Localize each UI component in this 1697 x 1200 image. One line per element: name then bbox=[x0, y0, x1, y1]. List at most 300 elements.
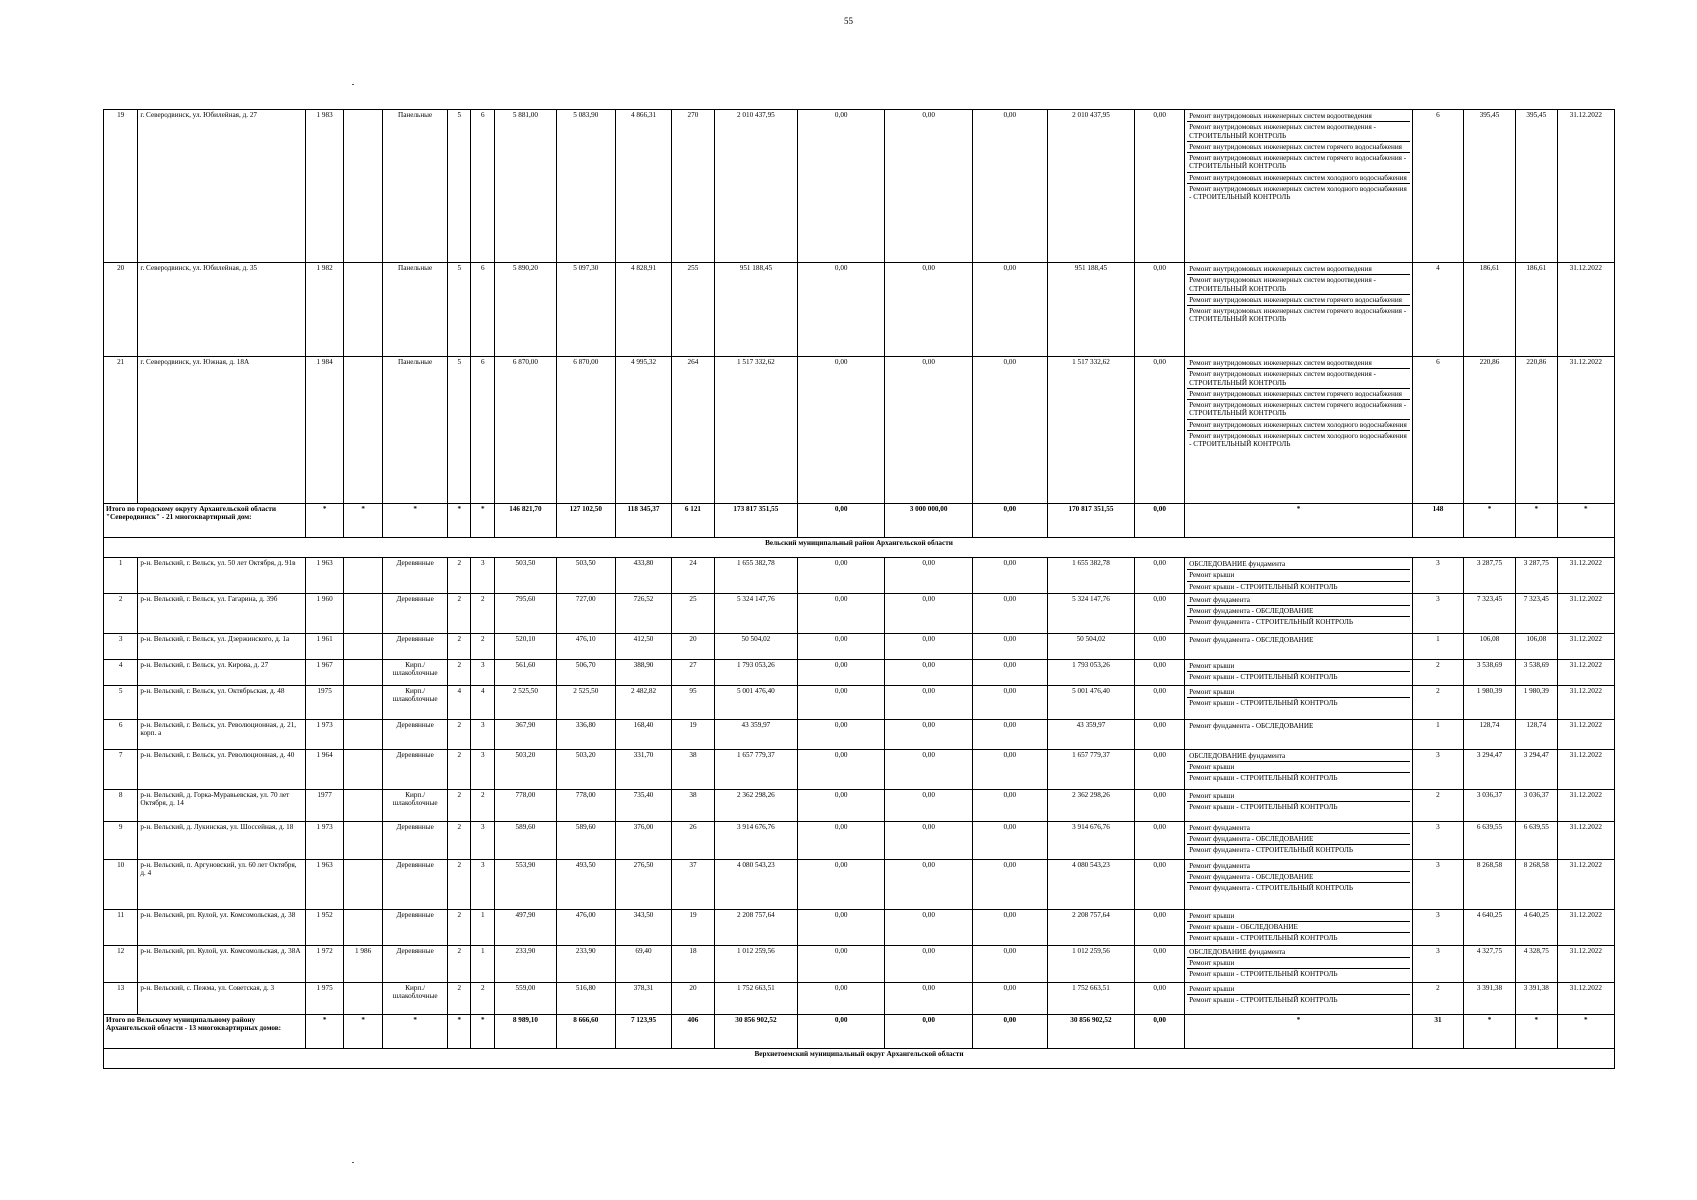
summary-cell: 0,00 bbox=[885, 1014, 972, 1048]
table-row bbox=[104, 945, 1615, 982]
unit-cost-cell: 3 538,69 bbox=[1463, 659, 1515, 685]
unit-cost-cell: 6 639,55 bbox=[1463, 821, 1515, 859]
repair-cost-cell: 5 001 476,40 bbox=[714, 685, 797, 719]
work-item: Ремонт фундамента - ОБСЛЕДОВАНИЕ bbox=[1189, 721, 1314, 730]
work-item: Ремонт внутридомовых инженерных систем горячего водоснабжения bbox=[1187, 142, 1410, 153]
repair-cost-cell: 2 010 437,95 bbox=[714, 110, 797, 263]
residential-area-cell: 4 828,91 bbox=[615, 263, 671, 357]
address-cell: р-н. Вельский, г. Вельск, ул. Революционная, д. 40 bbox=[138, 749, 306, 789]
row-number: 11 bbox=[104, 909, 138, 945]
table-body bbox=[104, 110, 1615, 1069]
summary-cell: 0,00 bbox=[1135, 504, 1185, 538]
unit-cost-cell: 3 391,38 bbox=[1463, 982, 1515, 1014]
section-title: Вельский муниципальный район Архангельской области bbox=[104, 538, 1615, 558]
fund-owners-cell: 2 362 298,26 bbox=[1047, 789, 1134, 821]
total-area-cell: 561,60 bbox=[495, 659, 556, 685]
fund-local-cell: 0,00 bbox=[972, 909, 1047, 945]
residents-cell: 270 bbox=[672, 110, 715, 263]
address-cell: р-н. Вельский, г. Вельск, ул. Революционная, д. 21, корп. а bbox=[138, 719, 306, 749]
residents-cell: 18 bbox=[672, 945, 715, 982]
limit-cost-cell: 3 538,69 bbox=[1516, 659, 1558, 685]
page-number: 55 bbox=[844, 16, 853, 26]
fund-other-cell: 0,00 bbox=[1135, 719, 1185, 749]
address-cell: р-н. Вельский, с. Пежма, ул. Советская, д. 3 bbox=[138, 982, 306, 1014]
fund-local-cell: 0,00 bbox=[972, 110, 1047, 263]
residential-area-cell: 433,80 bbox=[615, 558, 671, 594]
work-item: Ремонт крыши - СТРОИТЕЛЬНЫЙ КОНТРОЛЬ bbox=[1189, 996, 1338, 1005]
fund-local-cell: 0,00 bbox=[972, 982, 1047, 1014]
wall-material-cell: Панельные bbox=[382, 263, 448, 357]
row-number: 21 bbox=[104, 357, 138, 504]
residential-area-cell: 735,40 bbox=[615, 789, 671, 821]
work-item: Ремонт внутридомовых инженерных систем водоотведения bbox=[1187, 111, 1410, 122]
wall-material-cell: Панельные bbox=[382, 110, 448, 263]
fund-local-cell: 0,00 bbox=[972, 749, 1047, 789]
fund-federal-cell: 0,00 bbox=[798, 685, 885, 719]
living-area-cell: 476,00 bbox=[556, 909, 615, 945]
summary-cell: * bbox=[382, 504, 448, 538]
total-area-cell: 5 881,00 bbox=[495, 110, 556, 263]
address-cell: р-н. Вельский, г. Вельск, ул. Кирова, д. 27 bbox=[138, 659, 306, 685]
year-built-cell: 1 972 bbox=[305, 945, 344, 982]
table-row bbox=[104, 821, 1615, 859]
year-built-cell: 1 967 bbox=[305, 659, 344, 685]
table-row bbox=[104, 633, 1615, 659]
fund-regional-cell: 0,00 bbox=[885, 659, 972, 685]
works-count-cell: 3 bbox=[1412, 945, 1463, 982]
row-number: 5 bbox=[104, 685, 138, 719]
repair-cost-cell: 4 080 543,23 bbox=[714, 859, 797, 909]
year-built-cell: 1 952 bbox=[305, 909, 344, 945]
year-built-cell: 1 975 bbox=[305, 982, 344, 1014]
work-item: ОБСЛЕДОВАНИЕ фундамента bbox=[1187, 559, 1410, 570]
summary-cell: 0,00 bbox=[972, 504, 1047, 538]
entrances-cell: 2 bbox=[471, 982, 495, 1014]
unit-cost-cell: 128,74 bbox=[1463, 719, 1515, 749]
work-item: Ремонт крыши - СТРОИТЕЛЬНЫЙ КОНТРОЛЬ bbox=[1189, 673, 1338, 682]
summary-cell: 0,00 bbox=[972, 1014, 1047, 1048]
summary-row bbox=[104, 1014, 1615, 1048]
fund-local-cell: 0,00 bbox=[972, 593, 1047, 633]
entrances-cell: 3 bbox=[471, 659, 495, 685]
year-reconstruction-cell bbox=[344, 110, 383, 263]
work-item: Ремонт фундамента - ОБСЛЕДОВАНИЕ bbox=[1187, 606, 1410, 617]
living-area-cell: 727,00 bbox=[556, 593, 615, 633]
repair-cost-cell: 43 359,97 bbox=[714, 719, 797, 749]
works-count-cell: 6 bbox=[1412, 357, 1463, 504]
work-item: Ремонт фундамента - ОБСЛЕДОВАНИЕ bbox=[1187, 834, 1410, 845]
floors-cell: 2 bbox=[448, 909, 471, 945]
table-row bbox=[104, 749, 1615, 789]
fund-regional-cell: 0,00 bbox=[885, 719, 972, 749]
limit-cost-cell: 128,74 bbox=[1516, 719, 1558, 749]
scan-speck bbox=[352, 84, 354, 85]
summary-cell: 146 821,70 bbox=[495, 504, 556, 538]
wall-material-cell: Кирп./ шлакоблочные bbox=[382, 982, 448, 1014]
works-cell bbox=[1185, 982, 1413, 1014]
works-count-cell: 3 bbox=[1412, 821, 1463, 859]
summary-cell: 3 000 000,00 bbox=[885, 504, 972, 538]
table-row bbox=[104, 789, 1615, 821]
works-cell bbox=[1185, 945, 1413, 982]
row-number: 20 bbox=[104, 263, 138, 357]
fund-local-cell: 0,00 bbox=[972, 685, 1047, 719]
fund-local-cell: 0,00 bbox=[972, 859, 1047, 909]
summary-cell: 148 bbox=[1412, 504, 1463, 538]
fund-other-cell: 0,00 bbox=[1135, 945, 1185, 982]
summary-cell: 173 817 351,55 bbox=[714, 504, 797, 538]
fund-other-cell: 0,00 bbox=[1135, 909, 1185, 945]
wall-material-cell: Деревянные bbox=[382, 821, 448, 859]
floors-cell: 2 bbox=[448, 749, 471, 789]
table-row bbox=[104, 110, 1615, 263]
summary-cell: * bbox=[1557, 1014, 1614, 1048]
entrances-cell: 6 bbox=[471, 357, 495, 504]
work-item: Ремонт крыши bbox=[1187, 791, 1410, 802]
work-item: Ремонт внутридомовых инженерных систем холодного водоснабжения bbox=[1187, 420, 1410, 431]
fund-owners-cell: 951 188,45 bbox=[1047, 263, 1134, 357]
summary-label: Итого по Вельскому муниципальному району Архангельской области - 13 многоквартирных домов: bbox=[104, 1014, 306, 1048]
year-reconstruction-cell: 1 986 bbox=[344, 945, 383, 982]
total-area-cell: 6 870,00 bbox=[495, 357, 556, 504]
table-row bbox=[104, 719, 1615, 749]
fund-regional-cell: 0,00 bbox=[885, 821, 972, 859]
section-header-row bbox=[104, 538, 1615, 558]
floors-cell: 5 bbox=[448, 110, 471, 263]
works-count-cell: 4 bbox=[1412, 263, 1463, 357]
deadline-cell: 31.12.2022 bbox=[1557, 110, 1614, 263]
deadline-cell: 31.12.2022 bbox=[1557, 821, 1614, 859]
total-area-cell: 503,50 bbox=[495, 558, 556, 594]
limit-cost-cell: 186,61 bbox=[1516, 263, 1558, 357]
wall-material-cell: Деревянные bbox=[382, 909, 448, 945]
fund-regional-cell: 0,00 bbox=[885, 859, 972, 909]
year-reconstruction-cell bbox=[344, 719, 383, 749]
work-item: Ремонт фундамента - СТРОИТЕЛЬНЫЙ КОНТРОЛЬ bbox=[1189, 846, 1353, 855]
floors-cell: 5 bbox=[448, 357, 471, 504]
fund-federal-cell: 0,00 bbox=[798, 659, 885, 685]
entrances-cell: 6 bbox=[471, 110, 495, 263]
work-item: Ремонт крыши - ОБСЛЕДОВАНИЕ bbox=[1187, 922, 1410, 933]
work-item: Ремонт внутридомовых инженерных систем холодного водоснабжения - СТРОИТЕЛЬНЫЙ КОНТРОЛЬ bbox=[1189, 431, 1407, 449]
work-item: Ремонт внутридомовых инженерных систем горячего водоснабжения - СТРОИТЕЛЬНЫЙ КОНТРОЛЬ bbox=[1187, 400, 1410, 420]
year-built-cell: 1 983 bbox=[305, 110, 344, 263]
work-item: Ремонт крыши - СТРОИТЕЛЬНЫЙ КОНТРОЛЬ bbox=[1189, 970, 1338, 979]
fund-federal-cell: 0,00 bbox=[798, 945, 885, 982]
fund-federal-cell: 0,00 bbox=[798, 789, 885, 821]
works-count-cell: 2 bbox=[1412, 659, 1463, 685]
work-item: Ремонт внутридомовых инженерных систем холодного водоснабжения - СТРОИТЕЛЬНЫЙ КОНТРОЛЬ bbox=[1189, 184, 1407, 202]
summary-cell: 0,00 bbox=[798, 1014, 885, 1048]
works-cell bbox=[1185, 110, 1413, 263]
works-count-cell: 2 bbox=[1412, 685, 1463, 719]
living-area-cell: 6 870,00 bbox=[556, 357, 615, 504]
residents-cell: 25 bbox=[672, 593, 715, 633]
year-reconstruction-cell bbox=[344, 982, 383, 1014]
works-count-cell: 3 bbox=[1412, 558, 1463, 594]
year-built-cell: 1 964 bbox=[305, 749, 344, 789]
fund-other-cell: 0,00 bbox=[1135, 633, 1185, 659]
floors-cell: 2 bbox=[448, 593, 471, 633]
summary-cell: * bbox=[471, 504, 495, 538]
repair-cost-cell: 1 517 332,62 bbox=[714, 357, 797, 504]
deadline-cell: 31.12.2022 bbox=[1557, 749, 1614, 789]
floors-cell: 4 bbox=[448, 685, 471, 719]
fund-federal-cell: 0,00 bbox=[798, 982, 885, 1014]
works-cell bbox=[1185, 821, 1413, 859]
total-area-cell: 589,60 bbox=[495, 821, 556, 859]
entrances-cell: 4 bbox=[471, 685, 495, 719]
works-cell bbox=[1185, 719, 1413, 749]
residential-area-cell: 412,50 bbox=[615, 633, 671, 659]
work-item: Ремонт крыши - СТРОИТЕЛЬНЫЙ КОНТРОЛЬ bbox=[1189, 699, 1338, 708]
address-cell: г. Северодвинск, ул. Юбилейная, д. 35 bbox=[138, 263, 306, 357]
fund-owners-cell: 50 504,02 bbox=[1047, 633, 1134, 659]
entrances-cell: 2 bbox=[471, 593, 495, 633]
entrances-cell: 6 bbox=[471, 263, 495, 357]
work-item: Ремонт крыши - СТРОИТЕЛЬНЫЙ КОНТРОЛЬ bbox=[1189, 934, 1338, 943]
entrances-cell: 3 bbox=[471, 749, 495, 789]
fund-other-cell: 0,00 bbox=[1135, 659, 1185, 685]
limit-cost-cell: 3 036,37 bbox=[1516, 789, 1558, 821]
work-item: Ремонт крыши bbox=[1187, 958, 1410, 969]
fund-owners-cell: 1 517 332,62 bbox=[1047, 357, 1134, 504]
year-built-cell: 1 960 bbox=[305, 593, 344, 633]
deadline-cell: 31.12.2022 bbox=[1557, 263, 1614, 357]
unit-cost-cell: 3 036,37 bbox=[1463, 789, 1515, 821]
work-item: Ремонт крыши - СТРОИТЕЛЬНЫЙ КОНТРОЛЬ bbox=[1189, 803, 1338, 812]
unit-cost-cell: 1 980,39 bbox=[1463, 685, 1515, 719]
deadline-cell: 31.12.2022 bbox=[1557, 909, 1614, 945]
works-cell bbox=[1185, 789, 1413, 821]
floors-cell: 5 bbox=[448, 263, 471, 357]
residents-cell: 264 bbox=[672, 357, 715, 504]
summary-cell: 406 bbox=[672, 1014, 715, 1048]
wall-material-cell: Деревянные bbox=[382, 558, 448, 594]
limit-cost-cell: 106,08 bbox=[1516, 633, 1558, 659]
year-reconstruction-cell bbox=[344, 909, 383, 945]
year-reconstruction-cell bbox=[344, 633, 383, 659]
deadline-cell: 31.12.2022 bbox=[1557, 982, 1614, 1014]
fund-other-cell: 0,00 bbox=[1135, 859, 1185, 909]
fund-local-cell: 0,00 bbox=[972, 633, 1047, 659]
fund-federal-cell: 0,00 bbox=[798, 263, 885, 357]
limit-cost-cell: 4 328,75 bbox=[1516, 945, 1558, 982]
works-count-cell: 1 bbox=[1412, 633, 1463, 659]
living-area-cell: 493,50 bbox=[556, 859, 615, 909]
floors-cell: 2 bbox=[448, 659, 471, 685]
fund-federal-cell: 0,00 bbox=[798, 357, 885, 504]
fund-local-cell: 0,00 bbox=[972, 945, 1047, 982]
work-item: Ремонт фундамента - СТРОИТЕЛЬНЫЙ КОНТРОЛЬ bbox=[1189, 884, 1353, 893]
total-area-cell: 233,90 bbox=[495, 945, 556, 982]
floors-cell: 2 bbox=[448, 982, 471, 1014]
works-cell bbox=[1185, 749, 1413, 789]
entrances-cell: 1 bbox=[471, 945, 495, 982]
summary-cell: * bbox=[305, 504, 344, 538]
summary-cell: * bbox=[344, 504, 383, 538]
year-built-cell: 1 963 bbox=[305, 859, 344, 909]
works-count-cell: 3 bbox=[1412, 909, 1463, 945]
residents-cell: 19 bbox=[672, 909, 715, 945]
fund-regional-cell: 0,00 bbox=[885, 357, 972, 504]
row-number: 13 bbox=[104, 982, 138, 1014]
fund-federal-cell: 0,00 bbox=[798, 558, 885, 594]
limit-cost-cell: 395,45 bbox=[1516, 110, 1558, 263]
year-reconstruction-cell bbox=[344, 357, 383, 504]
floors-cell: 2 bbox=[448, 789, 471, 821]
deadline-cell: 31.12.2022 bbox=[1557, 859, 1614, 909]
wall-material-cell: Деревянные bbox=[382, 859, 448, 909]
works-cell bbox=[1185, 633, 1413, 659]
works-count-cell: 3 bbox=[1412, 593, 1463, 633]
entrances-cell: 3 bbox=[471, 859, 495, 909]
deadline-cell: 31.12.2022 bbox=[1557, 558, 1614, 594]
fund-owners-cell: 5 001 476,40 bbox=[1047, 685, 1134, 719]
residents-cell: 26 bbox=[672, 821, 715, 859]
residential-area-cell: 331,70 bbox=[615, 749, 671, 789]
works-count-cell: 1 bbox=[1412, 719, 1463, 749]
repair-cost-cell: 50 504,02 bbox=[714, 633, 797, 659]
unit-cost-cell: 7 323,45 bbox=[1463, 593, 1515, 633]
summary-cell: * bbox=[1185, 1014, 1413, 1048]
address-cell: г. Северодвинск, ул. Южная, д. 18А bbox=[138, 357, 306, 504]
wall-material-cell: Панельные bbox=[382, 357, 448, 504]
residential-area-cell: 276,50 bbox=[615, 859, 671, 909]
summary-cell: * bbox=[1516, 1014, 1558, 1048]
summary-cell: * bbox=[1463, 504, 1515, 538]
residential-area-cell: 388,90 bbox=[615, 659, 671, 685]
living-area-cell: 233,90 bbox=[556, 945, 615, 982]
entrances-cell: 3 bbox=[471, 719, 495, 749]
summary-cell: 8 989,10 bbox=[495, 1014, 556, 1048]
limit-cost-cell: 4 640,25 bbox=[1516, 909, 1558, 945]
section-header-row bbox=[104, 1048, 1615, 1068]
total-area-cell: 778,00 bbox=[495, 789, 556, 821]
total-area-cell: 795,60 bbox=[495, 593, 556, 633]
floors-cell: 2 bbox=[448, 821, 471, 859]
residential-area-cell: 4 866,31 bbox=[615, 110, 671, 263]
year-reconstruction-cell bbox=[344, 558, 383, 594]
row-number: 12 bbox=[104, 945, 138, 982]
summary-cell: 118 345,37 bbox=[615, 504, 671, 538]
entrances-cell: 3 bbox=[471, 558, 495, 594]
work-item: Ремонт внутридомовых инженерных систем водоотведения - СТРОИТЕЛЬНЫЙ КОНТРОЛЬ bbox=[1187, 275, 1410, 295]
address-cell: р-н. Вельский, рп. Кулой, ул. Комсомольская, д. 38 bbox=[138, 909, 306, 945]
total-area-cell: 503,20 bbox=[495, 749, 556, 789]
unit-cost-cell: 395,45 bbox=[1463, 110, 1515, 263]
living-area-cell: 503,50 bbox=[556, 558, 615, 594]
repair-cost-cell: 1 752 663,51 bbox=[714, 982, 797, 1014]
row-number: 6 bbox=[104, 719, 138, 749]
fund-owners-cell: 4 080 543,23 bbox=[1047, 859, 1134, 909]
fund-owners-cell: 1 657 779,37 bbox=[1047, 749, 1134, 789]
address-cell: р-н. Вельский, г. Вельск, ул. Гагарина, д. 39б bbox=[138, 593, 306, 633]
works-count-cell: 6 bbox=[1412, 110, 1463, 263]
summary-cell: 7 123,95 bbox=[615, 1014, 671, 1048]
limit-cost-cell: 7 323,45 bbox=[1516, 593, 1558, 633]
residential-area-cell: 4 995,32 bbox=[615, 357, 671, 504]
fund-other-cell: 0,00 bbox=[1135, 593, 1185, 633]
total-area-cell: 5 890,20 bbox=[495, 263, 556, 357]
work-item: Ремонт внутридомовых инженерных систем водоотведения - СТРОИТЕЛЬНЫЙ КОНТРОЛЬ bbox=[1187, 122, 1410, 142]
entrances-cell: 1 bbox=[471, 909, 495, 945]
fund-regional-cell: 0,00 bbox=[885, 789, 972, 821]
limit-cost-cell: 6 639,55 bbox=[1516, 821, 1558, 859]
total-area-cell: 497,90 bbox=[495, 909, 556, 945]
row-number: 1 bbox=[104, 558, 138, 594]
summary-cell: * bbox=[448, 504, 471, 538]
fund-other-cell: 0,00 bbox=[1135, 821, 1185, 859]
deadline-cell: 31.12.2022 bbox=[1557, 357, 1614, 504]
wall-material-cell: Кирп./ шлакоблочные bbox=[382, 659, 448, 685]
total-area-cell: 367,90 bbox=[495, 719, 556, 749]
deadline-cell: 31.12.2022 bbox=[1557, 719, 1614, 749]
fund-local-cell: 0,00 bbox=[972, 263, 1047, 357]
address-cell: р-н. Вельский, г. Вельск, ул. 50 лет Октября, д. 91в bbox=[138, 558, 306, 594]
limit-cost-cell: 8 268,58 bbox=[1516, 859, 1558, 909]
summary-cell: * bbox=[1463, 1014, 1515, 1048]
work-item: ОБСЛЕДОВАНИЕ фундамента bbox=[1187, 947, 1410, 958]
works-cell bbox=[1185, 659, 1413, 685]
year-reconstruction-cell bbox=[344, 593, 383, 633]
fund-local-cell: 0,00 bbox=[972, 659, 1047, 685]
unit-cost-cell: 106,08 bbox=[1463, 633, 1515, 659]
fund-other-cell: 0,00 bbox=[1135, 110, 1185, 263]
works-count-cell: 3 bbox=[1412, 859, 1463, 909]
deadline-cell: 31.12.2022 bbox=[1557, 633, 1614, 659]
residents-cell: 38 bbox=[672, 749, 715, 789]
row-number: 3 bbox=[104, 633, 138, 659]
entrances-cell: 3 bbox=[471, 821, 495, 859]
residents-cell: 20 bbox=[672, 982, 715, 1014]
table-row bbox=[104, 659, 1615, 685]
summary-row bbox=[104, 504, 1615, 538]
repair-cost-cell: 5 324 147,76 bbox=[714, 593, 797, 633]
living-area-cell: 589,60 bbox=[556, 821, 615, 859]
work-item: Ремонт крыши bbox=[1187, 762, 1410, 773]
works-cell bbox=[1185, 357, 1413, 504]
fund-federal-cell: 0,00 bbox=[798, 110, 885, 263]
fund-regional-cell: 0,00 bbox=[885, 593, 972, 633]
unit-cost-cell: 186,61 bbox=[1463, 263, 1515, 357]
fund-owners-cell: 1 793 053,26 bbox=[1047, 659, 1134, 685]
summary-cell: 31 bbox=[1412, 1014, 1463, 1048]
fund-regional-cell: 0,00 bbox=[885, 982, 972, 1014]
residents-cell: 38 bbox=[672, 789, 715, 821]
wall-material-cell: Кирп./ шлакоблочные bbox=[382, 685, 448, 719]
table-row bbox=[104, 357, 1615, 504]
deadline-cell: 31.12.2022 bbox=[1557, 945, 1614, 982]
repair-cost-cell: 1 657 779,37 bbox=[714, 749, 797, 789]
summary-cell: * bbox=[471, 1014, 495, 1048]
fund-other-cell: 0,00 bbox=[1135, 263, 1185, 357]
year-built-cell: 1975 bbox=[305, 685, 344, 719]
limit-cost-cell: 220,86 bbox=[1516, 357, 1558, 504]
works-cell bbox=[1185, 263, 1413, 357]
work-item: Ремонт внутридомовых инженерных систем холодного водоснабжения bbox=[1187, 173, 1410, 184]
scan-speck bbox=[352, 1162, 354, 1163]
year-reconstruction-cell bbox=[344, 821, 383, 859]
total-area-cell: 520,10 bbox=[495, 633, 556, 659]
fund-regional-cell: 0,00 bbox=[885, 633, 972, 659]
year-built-cell: 1 963 bbox=[305, 558, 344, 594]
work-item: Ремонт крыши bbox=[1187, 911, 1410, 922]
total-area-cell: 559,00 bbox=[495, 982, 556, 1014]
fund-regional-cell: 0,00 bbox=[885, 749, 972, 789]
living-area-cell: 506,70 bbox=[556, 659, 615, 685]
deadline-cell: 31.12.2022 bbox=[1557, 593, 1614, 633]
